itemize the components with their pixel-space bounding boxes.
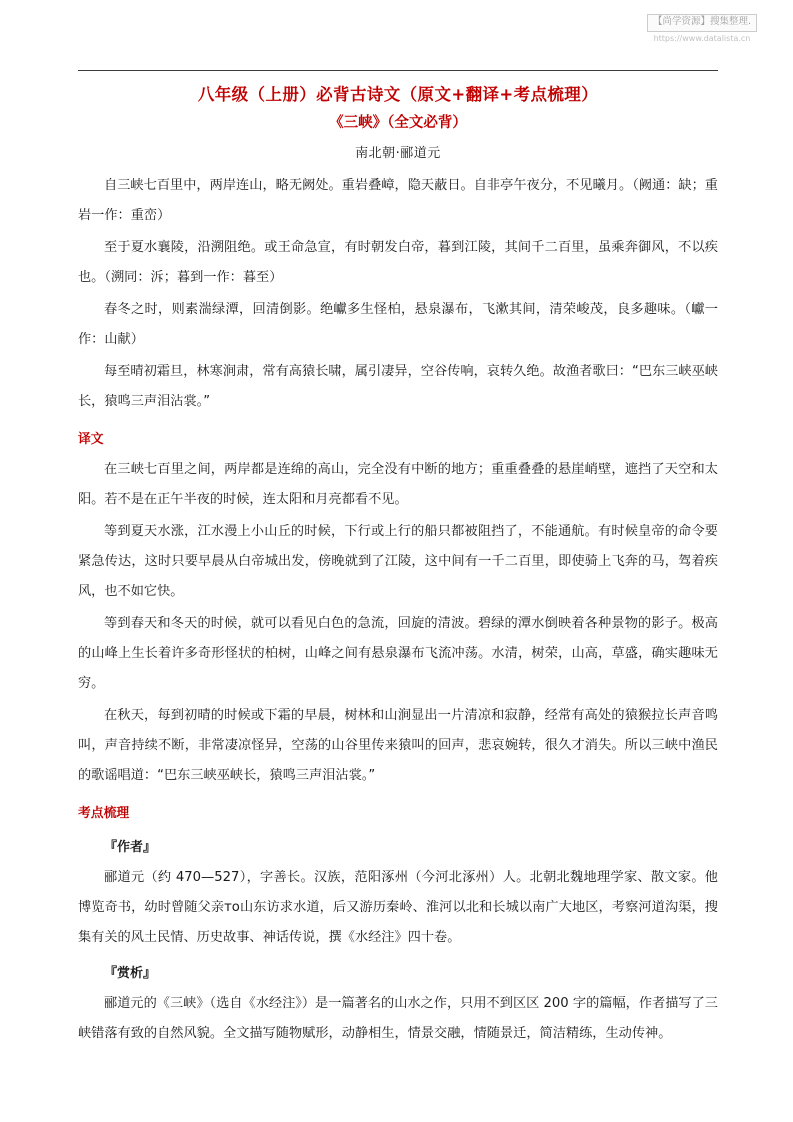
document-content [78,70,718,1051]
section-heading-points: 考点梳理 [78,806,130,821]
translation-paragraph: 在秋天，每到初晴的时候或下霜的早晨，树林和山涧显出一片清凉和寂静，经常有高处的猿猴拉长声音鸣叫，声音持续不断，非常凄凉怪异，空荡的山谷里传来猿叫的回声，悲哀婉转，很久才消失。所以三峡中渔民的歌谣唱道：“巴东三峡巫峡长，猿鸣三声泪沾裳。” [78,708,718,783]
translation-paragraph: 等到春天和冬天的时候，就可以看见白色的急流，回旋的清波。碧绿的潭水倒映着各种景物的影子。极高的山峰上生长着许多奇形怪状的柏树，山峰之间有悬泉瀑布飞流冲荡。水清，树荣，山高，草盛，确实趣味无穷。 [78,616,718,691]
translation-paragraph: 等到夏天水涨，江水漫上小山丘的时候，下行或上行的船只都被阻挡了，不能通航。有时候皇帝的命令要紧急传达，这时只要早晨从白帝城出发，傍晚就到了江陵，这中间有一千二百里，即使骑上飞奔的马，驾着疾风，也不如它快。 [78,524,718,599]
appreciation-paragraph: 郦道元的《三峡》（选自《水经注》）是一篇著名的山水之作，只用不到区区 200 字的篇幅，作者描写了三峡错落有致的自然风貌。全文描写随物赋形，动静相生，情景交融，情随景迁，简洁精练，生动传神。 [78,996,718,1041]
original-paragraph: 自三峡七百里中，两岸连山，略无阙处。重岩叠嶂，隐天蔽日。自非亭午夜分，不见曦月。（阙通：缺；重岩一作：重峦） [78,178,718,223]
header-divider [78,70,718,71]
subsection-heading-author: 『作者』 [104,840,157,855]
poem-subtitle: 《三峡》（全文必背） [329,115,467,131]
original-paragraph: 每至晴初霜旦，林寒涧肃，常有高猿长啸，属引凄异，空谷传响，哀转久绝。故渔者歌曰：“巴东三峡巫峡长，猿鸣三声泪沾裳。” [78,364,718,409]
author-bio-paragraph: 郦道元（约 470—527），字善长。汉族，范阳涿州（今河北涿州）人。北朝北魏地理学家、散文家。他博览奇书，幼时曾随父亲то山东访求水道，后又游历秦岭、淮河以北和长城以南广大地区，考察河道沟渠，搜集有关的风土民情、历史故事、神话传说，撰《水经注》四十卷。 [78,870,718,945]
watermark-url: https://www.datalista.cn [653,33,751,43]
section-heading-translation: 译文 [78,432,104,447]
original-paragraph: 至于夏水襄陵，沿溯阻绝。或王命急宣，有时朝发白帝，暮到江陵，其间千二百里，虽乘奔御风，不以疾也。（溯同：泝；暮到一作：暮至） [78,240,718,285]
watermark [647,14,757,45]
author-line: 南北朝·郦道元 [355,146,441,161]
original-paragraph: 春冬之时，则素湍绿潭，回清倒影。绝巘多生怪柏，悬泉瀑布，飞漱其间，清荣峻茂，良多趣味。（巘一作：山献） [78,302,718,347]
watermark-badge: 【尚学资源】搜集整理. [647,14,757,32]
translation-paragraph: 在三峡七百里之间，两岸都是连绵的高山，完全没有中断的地方；重重叠叠的悬崖峭壁，遮挡了天空和太阳。若不是在正午半夜的时候，连太阳和月亮都看不见。 [78,462,718,507]
subsection-heading-appreciation: 『赏析』 [104,966,157,981]
page-title: 八年级（上册）必背古诗文（原文+翻译+考点梳理） [197,85,599,104]
